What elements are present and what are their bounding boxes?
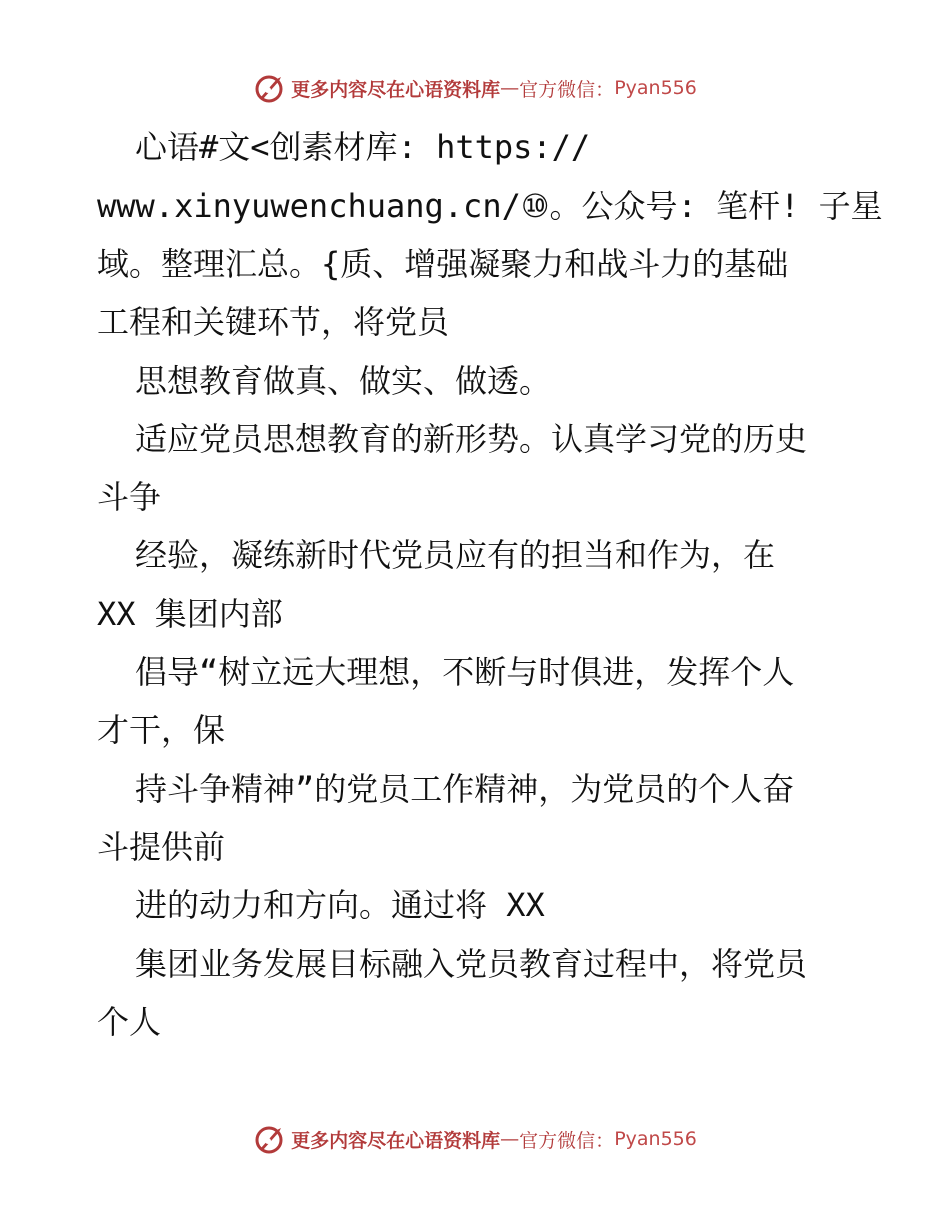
text-line: www.xinyuwenchuang.cn/⑩。公众号: 笔杆! 子星 [97, 187, 883, 225]
banner-wechat-label: 官方微信： [519, 78, 615, 101]
header-banner [0, 71, 950, 105]
text-line: 进的动力和方向。通过将 XX [135, 886, 545, 924]
text-line: 适应党员思想教育的新形势。认真学习党的历史 [135, 420, 808, 458]
text-line: 域。整理汇总。{质、增强凝聚力和战斗力的基础 [97, 245, 789, 283]
text-line: 持斗争精神”的党员工作精神，为党员的个人奋 [135, 770, 795, 808]
footer-banner [0, 1122, 950, 1156]
quill-seal-icon [253, 71, 287, 105]
text-line: 倡导“树立远大理想，不断与时俱进，发挥个人 [135, 653, 795, 691]
banner-title: 更多内容尽在心语资料库 [291, 78, 501, 101]
text-line: 个人 [97, 1003, 162, 1041]
text-line: 心语#文<创素材库: https:// [135, 128, 591, 166]
text-line: 斗提供前 [97, 828, 226, 866]
banner-wechat-id: Pyan556 [614, 77, 697, 99]
quill-seal-icon [253, 1122, 287, 1156]
banner-separator: — [500, 77, 520, 99]
text-line: 斗争 [97, 478, 162, 516]
banner-wechat-id: Pyan556 [614, 1128, 697, 1150]
text-line: 思想教育做真、做实、做透。 [135, 362, 552, 400]
banner-wechat-label: 官方微信： [519, 1129, 615, 1152]
text-line: XX 集团内部 [97, 595, 283, 633]
text-line: 集团业务发展目标融入党员教育过程中，将党员 [135, 945, 808, 983]
banner-title: 更多内容尽在心语资料库 [291, 1129, 501, 1152]
banner-separator: — [500, 1128, 520, 1150]
text-line: 工程和关键环节，将党员 [97, 303, 450, 341]
text-line: 才干，保 [97, 711, 226, 749]
text-line: 经验，凝练新时代党员应有的担当和作为，在 [135, 536, 776, 574]
